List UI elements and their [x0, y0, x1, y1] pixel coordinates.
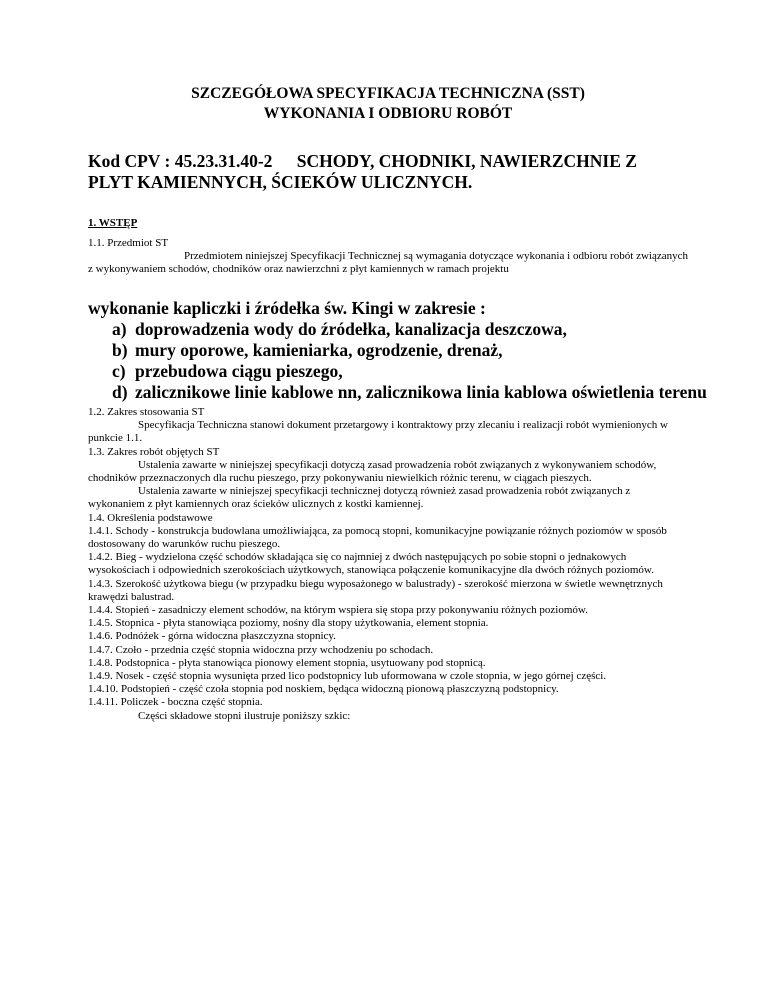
- subject-text: [88, 250, 688, 276]
- subject-text-line1: Przedmiotem niniejszej Specyfikacji Technicznej są wymagania dotyczące wykonania i: [184, 250, 571, 263]
- subject-text-rest: odbioru robót związanych z wykonywaniem schodów, chodników oraz nawierzchni z płyt kamiennych w ramach projektu: [88, 250, 688, 276]
- cpv-description-part1: SCHODY, CHODNIKI, NAWIERZCHNIE Z: [296, 151, 637, 171]
- scope-item: [88, 319, 708, 340]
- subject-heading: 1.1. Przedmiot ST: [88, 237, 169, 249]
- scope-item-marker: a): [112, 319, 127, 339]
- paragraph: Części składowe stopni ilustruje poniższy szkic:: [138, 709, 351, 722]
- paragraph: 1.4.5. Stopnica - płyta stanowiąca poziomy, nośny dla stopy użytkowania, element stopnia.: [88, 617, 489, 630]
- paragraph: 1.2. Zakres stosowania ST: [88, 406, 205, 418]
- paragraph: 1.4.3. Szerokość użytkowa biegu (w przypadku biegu wyposażonego w balustrady) - szerokość mierzona w świetle wewnętrznych krawędzi balustrad.: [88, 577, 663, 603]
- scope-item: [88, 361, 708, 382]
- paragraph: 1.3. Zakres robót objętych ST: [88, 445, 220, 458]
- project-scope-list: [88, 319, 708, 403]
- scope-item: [88, 340, 708, 361]
- scope-item-text: zalicznikowe linie kablowe nn, zalicznikowa linia kablowa oświetlenia terenu: [135, 382, 707, 402]
- paragraph: 1.4.6. Podnóżek - górna widoczna płaszczyzna stopnicy.: [88, 630, 336, 643]
- document-title: [88, 84, 688, 124]
- paragraph: 1.4.7. Czoło - przednia część stopnia widoczna przy wchodzeniu po schodach.: [88, 643, 434, 656]
- cpv-heading: [88, 151, 688, 193]
- paragraph: 1.4.1. Schody - konstrukcja budowlana umożliwiająca, za pomocą stopni, komunikacyjne powiązanie różnych poziomów w sposób dostosowany do warunków ruchu pieszego.: [88, 524, 667, 551]
- scope-item-marker: d): [112, 382, 128, 402]
- scope-item-text: doprowadzenia wody do źródełka, kanalizacja deszczowa,: [135, 319, 567, 339]
- paragraph: 1.4.9. Nosek - część stopnia wysunięta przed lico podstopnicy lub uformowana w czole stopnia, w jego górnej części.: [88, 670, 607, 683]
- project-scope-heading: wykonanie kapliczki i źródełka św. Kingi w zakresie :: [88, 298, 486, 318]
- scope-item-text: przebudowa ciągu pieszego,: [135, 361, 343, 381]
- paragraph: 1.4.10. Podstopień - część czoła stopnia pod noskiem, będąca widoczną pionową płaszczyzną podstopnicy.: [88, 683, 559, 696]
- title-line-2: WYKONANIA I ODBIORU ROBÓT: [263, 105, 513, 122]
- paragraph: 1.4.8. Podstopnica - płyta stanowiąca pionowy element stopnia, usytuowany pod stopnicą.: [88, 656, 486, 669]
- scope-item-marker: b): [112, 340, 128, 360]
- section-heading-intro: 1. WSTĘP: [88, 217, 138, 229]
- paragraph: 1.4.4. Stopień - zasadniczy element schodów, na którym wspiera się stopa przy pokonywaniu różnych poziomów.: [88, 604, 588, 617]
- cpv-description-part2: PLYT KAMIENNYCH, ŚCIEKÓW ULICZNYCH.: [88, 172, 473, 192]
- scope-item-text: mury oporowe, kamieniarka, ogrodzenie, drenaż,: [135, 340, 503, 360]
- title-line-1: SZCZEGÓŁOWA SPECYFIKACJA TECHNICZNA (SST): [191, 85, 585, 102]
- paragraph: 1.4.2. Bieg - wydzielona część schodów składająca się co najmniej z dwóch następujących po sobie stopni o jednakowych wysokościach i odpowiednich szerokościach użytkowych, stanowiąca połączenie komunikacyjne dla dwóch różnych poziomów.: [88, 551, 654, 577]
- cpv-code: Kod CPV : 45.23.31.40-2: [88, 151, 273, 171]
- scope-item: [88, 382, 708, 403]
- paragraph: Specyfikacja Techniczna stanowi dokument przetargowy i kontraktowy przy zlecaniu i realizacji robót wymienionych w punkcie 1.1.: [88, 419, 669, 445]
- paragraph: 1.4. Określenia podstawowe: [88, 511, 213, 524]
- paragraph: 1.4.11. Policzek - boczna część stopnia.: [88, 696, 263, 709]
- paragraph: Ustalenia zawarte w niniejszej specyfikacji dotyczą zasad prowadzenia robót związanych z wykonywaniem schodów, chodników przeznaczonych dla ruchu pieszego, przy pokonywaniu niewielkich różnic terenu, w ciągach pieszych.: [88, 458, 657, 485]
- paragraph: Ustalenia zawarte w niniejszej specyfikacji technicznej dotyczą również zasad prowadzenia robót związanych z wykonaniem z płyt kamiennych oraz ścieków ulicznych z kostki kamiennej.: [88, 485, 631, 511]
- project-scope: [88, 298, 708, 403]
- subject-block: [88, 237, 688, 277]
- scope-item-marker: c): [112, 361, 126, 381]
- specification-body: [88, 406, 688, 723]
